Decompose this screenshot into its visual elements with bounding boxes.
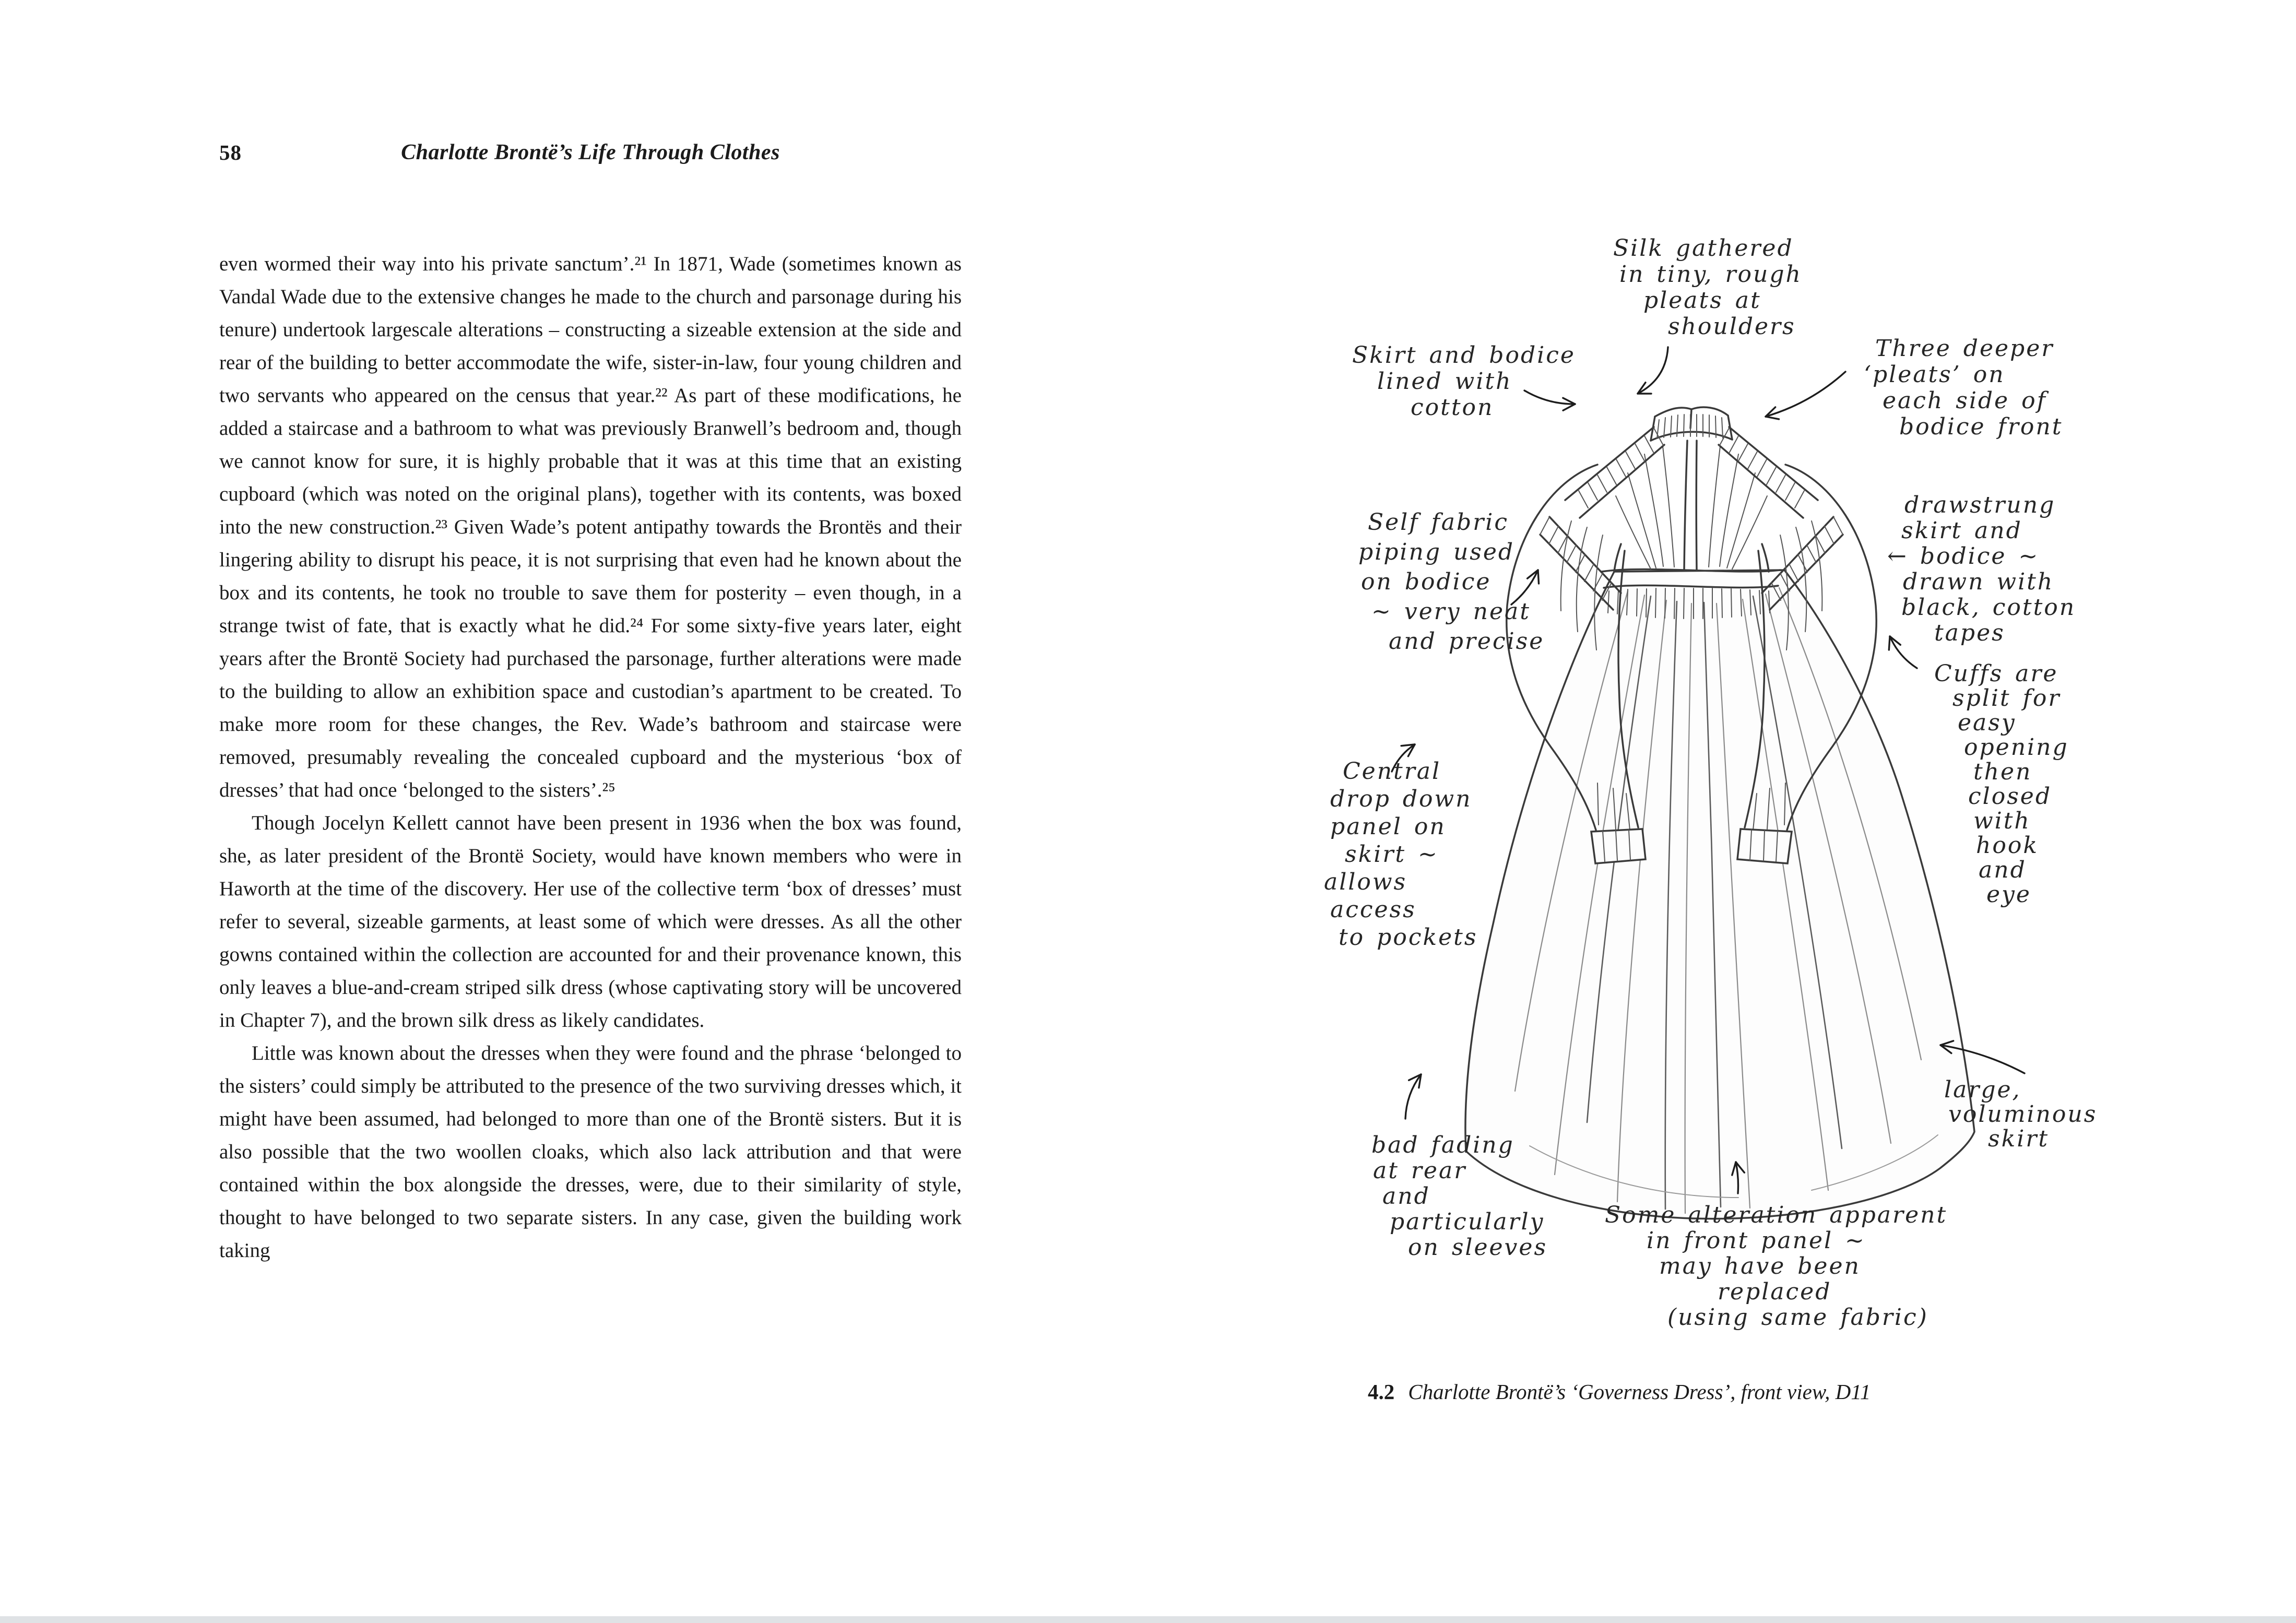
caption-text: Charlotte Brontë’s ‘Governess Dress’, front view, D11 — [1408, 1380, 1871, 1404]
paragraph: Little was known about the dresses when they were found and the phrase ‘belonged to the sisters’ could simply be attributed to the presence of the two surviving dresses which, it might have been assumed, had belonged to more than one of the Brontë sisters. But it is also possible that the two woollen cloaks, which also lack attribution and that were contained within the box alongside the dresses, were, due to their similarity of style, thought to have belonged to two separate sisters. In any case, given the building work taking — [219, 1042, 962, 1262]
caption-number: 4.2 — [1368, 1380, 1395, 1404]
dress-figure — [1279, 183, 2193, 1436]
annotation-cuffs: Cuffs are split for easy opening then closed with hook and eye — [1934, 660, 2069, 908]
annotations-layer — [1279, 183, 2193, 1436]
right-page — [1148, 0, 2296, 1623]
paragraph: Though Jocelyn Kellett cannot have been present in 1936 when the box was found, she, as later president of the Brontë Society, would have known members who were in Haworth at the time of the discovery. Her use of the collective term ‘box of dresses’ must refer to several, sizeable garments, at least some of which were dresses. As all the other gowns contained within the collection are accounted for and their provenance known, this only leaves a blue-and-cream striped silk dress (whose captivating story will be uncovered in Chapter 7), and the brown silk dress as likely candidates. — [219, 812, 962, 1032]
paragraph: even wormed their way into his private sanctum’.²¹ In 1871, Wade (sometimes known as Vandal Wade due to the extensive changes he made to the church and parsonage during his tenure) undertook largescale alterations – constructing a sizeable extension at the side and rear of the building to better accommodate the wife, sister-in-law, four young children and two servants who appeared on the census that year.²² As part of these modifications, he added a staircase and a bathroom to what was previously Branwell’s bedroom and, though we cannot know for sure, it is highly probable that it was at this time that an existing cupboard (which was noted on the original plans), together with its contents, was boxed into the new construction.²³ Given Wade’s potent antipathy towards the Brontës and their lingering ability to disrupt his peace, it is not surprising that even had he known about the box and its contents, he took no trouble to save them for posterity – even though, in a strange twist of fate, that is exactly what he did.²⁴ For some sixty-five years later, eight years after the Brontë Society had purchased the parsonage, further alterations were made to the building to allow an exhibition space and custodian’s apartment to be created. To make more room for these changes, the Rev. Wade’s bathroom and staircase were removed, presumably revealing the concealed cupboard and the mysterious ‘box of dresses’ that had once ‘belonged to the sisters’.²⁵ — [219, 253, 962, 801]
annotation-drawstring: drawstrung skirt and ← bodice ~ drawn with black, cotton tapes — [1887, 492, 2076, 646]
annotation-skirt-volume: large, voluminous skirt — [1944, 1076, 2098, 1152]
annotation-bodice-pleats: Three deeper ‘pleats’ on each side of bodice front — [1864, 335, 2063, 440]
running-header: Charlotte Brontë’s Life Through Clothes — [401, 140, 780, 164]
annotation-piping: Self fabric piping used on bodice ~ very neat and precise — [1358, 509, 1545, 655]
annotation-fading: bad fading at rear and particularly on sleeves — [1371, 1132, 1548, 1261]
figure-caption — [1368, 1379, 1871, 1404]
annotation-front-panel-alteration: Some alteration apparent in front panel ~ may have been replaced (using same fabric) — [1605, 1202, 1948, 1331]
annotation-lining: Skirt and bodice lined with cotton — [1352, 342, 1576, 421]
annotation-silk-gathered-pleats: Silk gathered in tiny, rough pleats at shoulders — [1613, 235, 1802, 340]
page-number: 58 — [219, 140, 242, 164]
running-head — [219, 140, 962, 169]
scan-edge-strip — [0, 1616, 2296, 1623]
body-text — [219, 247, 962, 1267]
annotation-pocket-panel: Central drop down panel on skirt ~ allows access to pockets — [1324, 758, 1478, 951]
